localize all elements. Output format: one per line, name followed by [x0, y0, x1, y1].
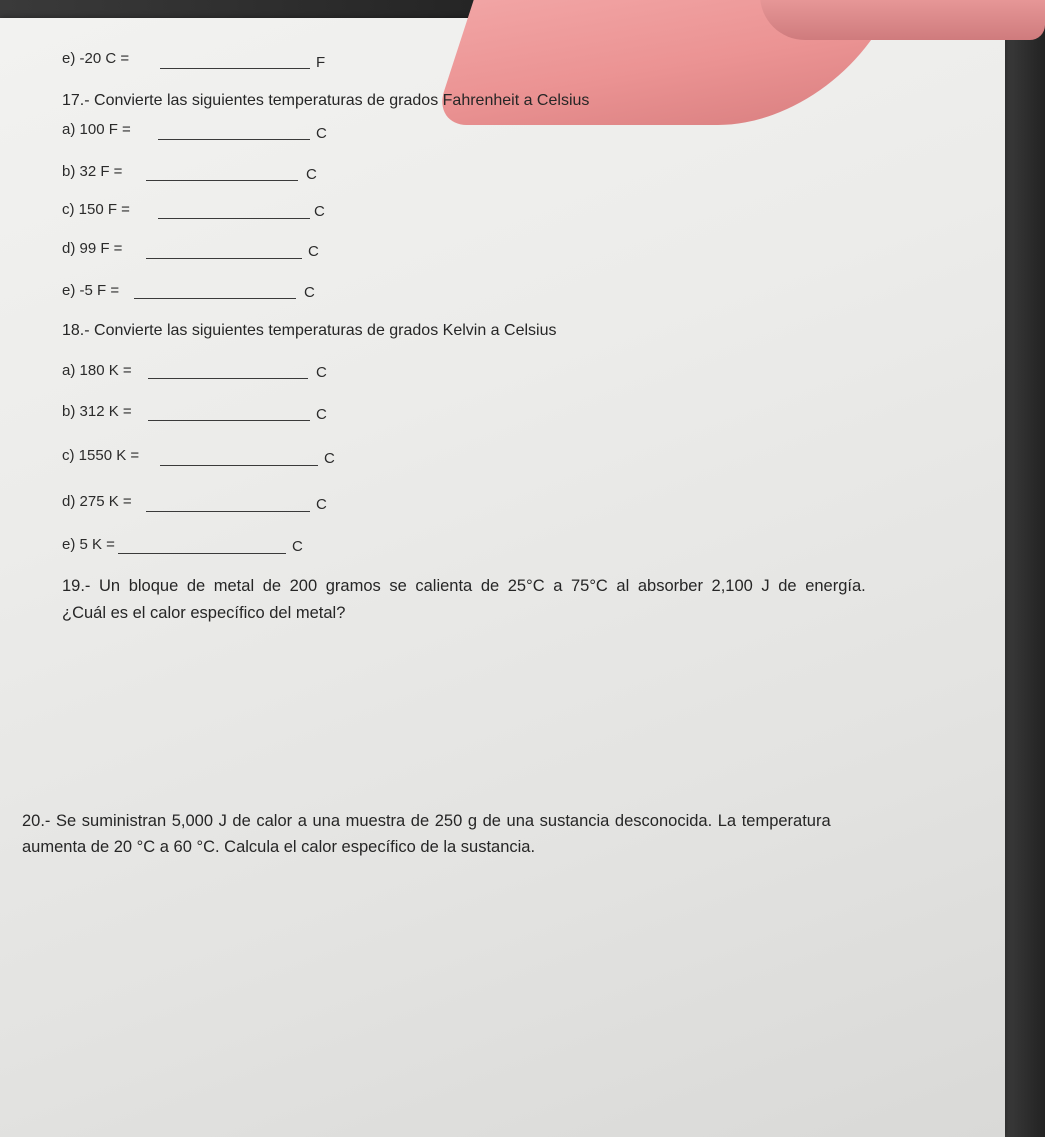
q18-item-d-label: d) 275 K =	[62, 493, 132, 510]
background-right-edge	[1005, 0, 1045, 1137]
q17-item-b-answer-line[interactable]	[146, 180, 298, 181]
q18-item-e-label: e) 5 K =	[62, 536, 115, 553]
q18-item-b-label: b) 312 K =	[62, 403, 132, 420]
q17-item-e-answer-line[interactable]	[134, 298, 296, 299]
q18-item-d-answer-line[interactable]	[146, 511, 310, 512]
q18-item-e-unit: C	[292, 538, 303, 555]
q17-item-e-label: e) -5 F =	[62, 282, 120, 299]
prev-item-e-label: e) -20 C =	[62, 50, 130, 67]
q19-line-2: ¿Cuál es el calor específico del metal?	[62, 604, 346, 622]
q17-item-c-unit: C	[314, 203, 325, 220]
q17-item-b-label: b) 32 F =	[62, 163, 123, 180]
q18-item-d-unit: C	[316, 496, 327, 513]
q17-item-a-answer-line[interactable]	[158, 139, 310, 140]
q17-item-a-unit: C	[316, 125, 327, 142]
q20-line-2: aumenta de 20 °C a 60 °C. Calcula el calor específico de la sustancia.	[22, 838, 536, 856]
q18-item-e-answer-line[interactable]	[118, 553, 286, 554]
q17-item-c-answer-line[interactable]	[158, 218, 310, 219]
q19-line-1: 19.- Un bloque de metal de 200 gramos se calienta de 25°C a 75°C al absorber 2,100 J de energía.	[62, 577, 866, 595]
q18-item-b-unit: C	[316, 406, 327, 423]
q17-item-d-unit: C	[308, 243, 319, 260]
prev-item-e-answer-line[interactable]	[160, 68, 310, 69]
q18-item-c-label: c) 1550 K =	[62, 447, 140, 464]
q17-item-d-label: d) 99 F =	[62, 240, 123, 257]
q18-item-a-label: a) 180 K =	[62, 362, 132, 379]
q17-item-e-unit: C	[304, 284, 315, 301]
q18-item-a-answer-line[interactable]	[148, 378, 308, 379]
q17-heading: 17.- Convierte las siguientes temperaturas de grados Fahrenheit a Celsius	[62, 92, 590, 109]
q18-item-a-unit: C	[316, 364, 327, 381]
q17-item-a-label: a) 100 F =	[62, 121, 131, 138]
q18-item-c-answer-line[interactable]	[160, 465, 318, 466]
q17-item-c-label: c) 150 F =	[62, 201, 130, 218]
q17-item-d-answer-line[interactable]	[146, 258, 302, 259]
q18-item-b-answer-line[interactable]	[148, 420, 310, 421]
q18-heading: 18.- Convierte las siguientes temperaturas de grados Kelvin a Celsius	[62, 322, 557, 339]
q18-item-c-unit: C	[324, 450, 335, 467]
prev-item-e-unit: F	[316, 54, 326, 71]
pink-cloth-fold	[760, 0, 1045, 40]
q17-item-b-unit: C	[306, 166, 317, 183]
q20-line-1: 20.- Se suministran 5,000 J de calor a una muestra de 250 g de una sustancia desconocida. La temperatura	[22, 812, 831, 830]
